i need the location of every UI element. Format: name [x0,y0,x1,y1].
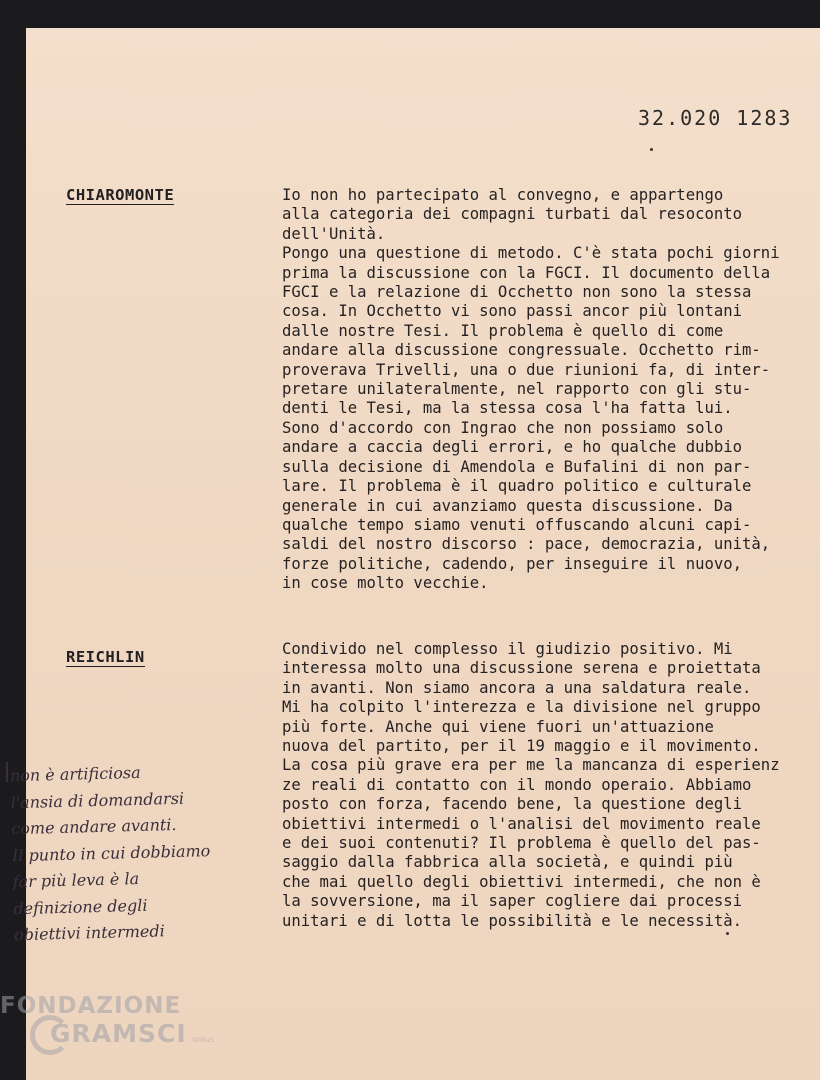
document-number: 32.020 1283 [638,106,793,130]
speaker-reichlin: REICHLIN [66,648,145,666]
watermark-line2: GRAMSCI [50,1019,187,1048]
watermark [0,992,214,1054]
ink-dot [726,932,729,935]
ink-dot [650,148,653,151]
speaker-chiaromonte: CHIAROMONTE [66,186,175,204]
speech-chiaromonte: Io non ho partecipato al convegno, e appartengo alla categoria dei compagni turbati dal resoconto dell'Unità. Pongo una questione di metodo. C'è stata pochi giorni prima la discussione con la FGCI. Il documento della FGCI e la relazione di Occhetto non sono la stessa cosa. In Occhetto vi sono passi ancor più lontani dalle nostre Tesi. Il problema è quello di come andare alla discussione congressuale. Occhetto rim- proverava Trivelli, una o due riunioni fa, di inter- pretare unilateralmente, nel rapporto con gli stu- denti le Tesi, ma la stessa cosa l'ha fatta lui. Sono d'accordo con Ingrao che non possiamo solo andare a caccia degli errori, e ho qualche dubbio sulla decisione di Amendola e Bufalini di non par- lare. Il problema è il quadro politico e culturale generale in cui avanziamo questa discussione. Da qualche tempo siamo venuti offuscando alcuni capi- saldi del nostro discorso : pace, democrazia, unità, forze politiche, cadendo, per inseguire il nuovo, in cose molto vecchie. [282,186,780,593]
watermark-suffix: onlus [192,1035,215,1044]
margin-bracket [6,762,8,782]
watermark-line1: FONDAZIONE [0,993,182,1019]
speech-reichlin: Condivido nel complesso il giudizio positivo. Mi interessa molto una discussione serena e proiettata in avanti. Non siamo ancora a una saldatura reale. Mi ha colpito l'interezza e la divisione nel gruppo più forte. Anche qui viene fuori un'attuazione nuova del partito, per il 19 maggio e il movimento. La cosa più grave era per me la mancanza di esperienz ze reali di contatto con il mondo operaio. Abbiamo posto con forza, facendo bene, la questione degli obiettivi intermedi o l'analisi del movimento reale e dei suoi contenuti? Il problema è quello del pas- saggio dalla fabbrica alla società, e quindi più che mai quello degli obiettivi intermedi, che non è la sovversione, ma il saper cogliere dai processi unitari e di lotta le possibilità e le necessità. [282,640,780,930]
handwritten-margin-note: non è artificiosa l'ansia di domandarsi come andare avanti. Il punto in cui dobbiamo far più leva è la definizione degli obiettivi intermedi [9,762,211,945]
